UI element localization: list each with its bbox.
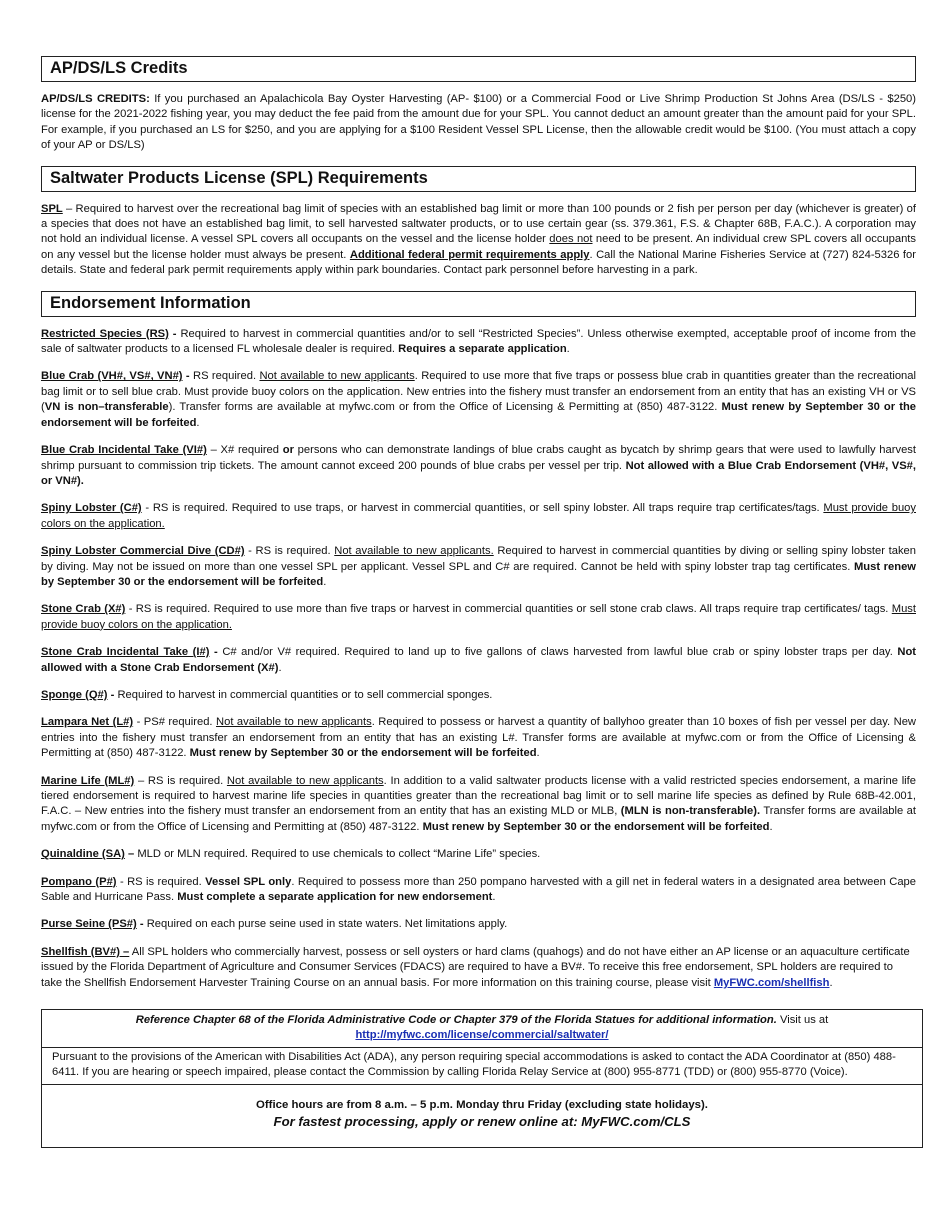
reference-italic: Reference Chapter 68 of the Florida Administrative Code or Chapter 379 of the Florida Statues for additional information. bbox=[135, 1014, 777, 1027]
endorsement-i bbox=[41, 645, 916, 676]
period: . bbox=[492, 891, 496, 904]
period: . bbox=[278, 661, 282, 674]
office-hours: Office hours are from 8 a.m. – 5 p.m. Monday thru Friday (excluding state holidays). bbox=[256, 1098, 708, 1111]
endorsement-l bbox=[41, 715, 916, 761]
endorsement-name: Restricted Species (RS) bbox=[41, 327, 169, 340]
endorsement-name: Shellfish (BV#) – bbox=[41, 945, 130, 958]
endorsement-text: – RS is required. bbox=[134, 774, 227, 787]
separator: – bbox=[124, 848, 138, 861]
endorsement-cd bbox=[41, 544, 916, 590]
endorsement-name: Sponge (Q#) bbox=[41, 688, 108, 701]
endorsement-text: . Required to possess more than 250 pompano harvested with a gill net in federal waters in a designated area between Cape Sable and Hurricane Pass. bbox=[41, 875, 917, 904]
endorsement-text: Required on each purse seine used in state waters. Net limitations apply. bbox=[146, 918, 508, 931]
endorsement-text: persons who can demonstrate landings of blue crabs caught as bycatch by shrimp gears that were used to lawfully harvest shrimp pursuant to commission trip tickets. The amount cannot exceed 200 pounds of blue crabs per vessel per trip. bbox=[41, 444, 916, 472]
visit-text: Visit us at bbox=[776, 1014, 829, 1027]
endorsement-name: Marine Life (ML#) bbox=[41, 774, 135, 787]
office-hours-block bbox=[42, 1085, 922, 1147]
buoy-colors-note: Must provide buoy colors on the application. bbox=[41, 603, 916, 631]
endorsement-name: Stone Crab (X#) bbox=[41, 603, 126, 616]
endorsement-text: . Required to use more that five traps or possess blue crab in quantities greater than the recreational bag limit or to sell blue crab. Must provide buoy colors on the application. New entries into the fishery must transfer an endorsement from an entity that has an existing VH or VS ( bbox=[41, 370, 916, 414]
separator: - bbox=[136, 918, 147, 931]
endorsement-name: Pompano (P#) bbox=[41, 875, 117, 888]
endorsement-text: - RS is required. bbox=[244, 545, 335, 558]
endorsement-bold: (MLN is non-transferable). bbox=[620, 805, 761, 818]
endorsement-x bbox=[41, 602, 916, 633]
endorsement-bv bbox=[41, 945, 916, 991]
section-header-spl: Saltwater Products License (SPL) Requirements bbox=[41, 166, 916, 192]
spl-text-1: – Required to harvest over the recreational bag limit of species with an established bag limit or more than 100 pounds or 2 fish per person per day (whichever is greater) of a species that does not have an established bag limit, to sell harvested saltwater products, or to use certain gear (ss. 379.361, F.S. & Chapter 68B, F.A.C.). A corporation may not hold an individual license. A vessel SPL covers all occupants on the vessel and the license holder bbox=[41, 202, 916, 246]
period: . bbox=[323, 575, 327, 588]
endorsement-bold: or bbox=[282, 444, 294, 457]
endorsement-text: . In addition to a valid saltwater products license with a valid restricted species endorsement, a marine life tiered endorsement is required to harvest marine life species in quantities greater than the recreational bag limit or to sell marine life species as defined by Rule 68B-42.001, F.A.C. – New entries into the fishery must transfer an endorsement from an entity that has an existing MLD or MLB, bbox=[41, 774, 916, 818]
endorsement-text: RS required. bbox=[193, 370, 260, 383]
not-available-note: Not available to new applicants bbox=[259, 370, 415, 383]
endorsement-text: - PS# required. bbox=[133, 716, 217, 729]
separator: - bbox=[107, 688, 118, 701]
separator: - bbox=[182, 370, 194, 383]
not-available-note: Not available to new applicants. bbox=[334, 545, 494, 558]
endorsement-name: Blue Crab (VH#, VS#, VN#) bbox=[41, 370, 183, 383]
not-available-note: Not available to new applicants bbox=[226, 774, 384, 787]
endorsement-name: Purse Seine (PS#) bbox=[41, 918, 137, 931]
spl-federal-permit: Additional federal permit requirements apply bbox=[349, 248, 590, 261]
separator: - bbox=[209, 646, 223, 659]
endorsement-q bbox=[41, 688, 916, 703]
endorsement-text: Transfer forms are available at myfwc.com or from the Office of Licensing and Permitting at (850) 487-3122. bbox=[41, 805, 916, 833]
endorsement-bold: Requires a separate application bbox=[398, 343, 567, 356]
endorsement-name: Blue Crab Incidental Take (VI#) bbox=[41, 444, 207, 457]
endorsement-bold: Must complete a separate application for new endorsement bbox=[177, 891, 493, 904]
period: . bbox=[196, 416, 200, 429]
endorsement-text: Required to harvest in commercial quantities and/or to sell “Restricted Species”. Unless otherwise exempted, acceptable proof of income from the sale of saltwater products to a licensed FL wholesale dealer is required. bbox=[41, 327, 916, 356]
endorsement-rs bbox=[41, 327, 916, 358]
endorsement-text: - RS is required. Required to use more than five traps or harvest in commercial quantities or sell stone crab claws. All traps require trap certificates/ tags. bbox=[125, 603, 892, 616]
section-header-endorsements: Endorsement Information bbox=[41, 291, 916, 317]
endorsement-vi bbox=[41, 443, 916, 489]
endorsement-bold: VN is non–transferable bbox=[44, 401, 169, 414]
reference-box bbox=[41, 1009, 923, 1148]
not-available-note: Not available to new applicants bbox=[216, 716, 372, 729]
period: . bbox=[829, 976, 833, 989]
endorsement-name: Stone Crab Incidental Take (I#) bbox=[41, 646, 210, 659]
endorsement-blue-crab bbox=[41, 369, 916, 431]
endorsement-c bbox=[41, 501, 916, 532]
endorsement-text: . Required to possess or harvest a quantity of ballyhoo greater than 10 boxes of fish per vessel per day. New entries into the fishery must transfer an endorsement from an entity that has an existing L#. Transfer forms are available at myfwc.com or from the Office of Licensing & Permitting at (850) 487-3122. bbox=[41, 716, 917, 760]
endorsement-text: MLD or MLN required. Required to use chemicals to collect “Marine Life” species. bbox=[137, 848, 541, 861]
shellfish-link[interactable]: MyFWC.com/shellfish bbox=[713, 976, 830, 989]
renew-notice: Must renew by September 30 or the endorsement will be forfeited bbox=[422, 820, 770, 833]
endorsement-bold: Not allowed with a Stone Crab Endorsement (X#) bbox=[41, 646, 916, 674]
endorsement-name: Spiny Lobster (C#) bbox=[41, 502, 142, 515]
endorsement-sa bbox=[41, 847, 916, 862]
spl-text-2: need to be present. An individual crew SPL covers all occupants on any vessel but the license holder must always be present. bbox=[41, 233, 917, 261]
renew-notice: Must renew by September 30 or the endorsement will be forfeited bbox=[41, 560, 917, 588]
spl-does-not: does not bbox=[549, 233, 593, 246]
ada-notice: Pursuant to the provisions of the American with Disabilities Act (ADA), any person requiring special accommodations is asked to contact the ADA Coordinator at (850) 488-6411. If you are hearing or speech impaired, please contact the Commission by calling Florida Relay Service at (800) 955-8771 (TDD) or (800) 955-8770 (Voice). bbox=[42, 1048, 922, 1085]
section-header-credits: AP/DS/LS Credits bbox=[41, 56, 916, 82]
endorsement-bold: Not allowed with a Blue Crab Endorsement (VH#, VS#, or VN#). bbox=[41, 459, 916, 487]
endorsement-p bbox=[41, 875, 916, 906]
endorsement-name: Quinaldine (SA) bbox=[41, 848, 125, 861]
credits-paragraph bbox=[41, 92, 916, 154]
endorsement-bold: Vessel SPL only bbox=[205, 875, 292, 888]
fastest-processing: For fastest processing, apply or renew online at: MyFWC.com/CLS bbox=[273, 1113, 691, 1129]
period: . bbox=[769, 820, 773, 833]
spl-paragraph bbox=[41, 202, 916, 279]
period: . bbox=[536, 747, 540, 760]
endorsement-text: Required to harvest in commercial quantities or to sell commercial sponges. bbox=[117, 688, 493, 701]
endorsement-text: All SPL holders who commercially harvest, possess or sell oysters or hard clams (quahogs) and do not have either an AP license or an aquaculture certificate issued by the Florida Department of Agriculture and Consumer Services (FDACS) are required to have a BV#. To receive this free endorsement, SPL holders are required to take the Shellfish Endorsement Harvester Training Course on an annual basis. For more information on this training course, please visit bbox=[41, 945, 910, 989]
endorsement-text: - RS is required. Required to use traps, or harvest in commercial quantities, or sell spiny lobster. All traps require trap certificates/tags. bbox=[141, 502, 824, 515]
renew-notice: Must renew by September 30 or the endorsement will be forfeited bbox=[41, 401, 917, 429]
spl-text-3: . Call the National Marine Fisheries Service at (727) 824-5326 for details. State and federal park permit requirements apply within park boundaries. Contact park personnel before harvesting in a park. bbox=[41, 248, 916, 277]
buoy-colors-note: Must provide buoy colors on the application. bbox=[41, 502, 916, 530]
renew-notice: Must renew by September 30 or the endorsement will be forfeited bbox=[189, 747, 537, 760]
endorsement-ml bbox=[41, 774, 916, 836]
endorsement-text: – X# required bbox=[206, 444, 283, 457]
document-page bbox=[41, 56, 916, 1148]
credits-label: AP/DS/LS CREDITS: bbox=[41, 93, 150, 105]
endorsement-text: - RS is required. bbox=[116, 875, 206, 888]
endorsement-text: Required to harvest in commercial quantities by diving or selling spiny lobster taken by diving. May not be issued on more than one vessel SPL per applicant. Vessel SPL and C# are required. Cannot be held with spiny lobster trap tag certificates. bbox=[41, 545, 916, 573]
endorsement-name: Lampara Net (L#) bbox=[41, 716, 134, 729]
endorsement-text: C# and/or V# required. Required to land up to five gallons of claws harvested from lawful blue crab or spiny lobster traps per day. bbox=[222, 646, 898, 659]
endorsement-name: Spiny Lobster Commercial Dive (CD#) bbox=[41, 545, 245, 558]
saltwater-url-link[interactable]: http://myfwc.com/license/commercial/saltwater/ bbox=[355, 1029, 609, 1042]
endorsement-ps bbox=[41, 917, 916, 932]
reference-note bbox=[42, 1010, 922, 1048]
separator: - bbox=[168, 327, 181, 340]
endorsement-text: ). Transfer forms are available at myfwc.com or from the Office of Licensing & Permitting at (850) 487-3122. bbox=[168, 401, 722, 414]
spl-label: SPL bbox=[41, 202, 63, 215]
period: . bbox=[566, 343, 570, 356]
credits-text: If you purchased an Apalachicola Bay Oyster Harvesting (AP- $100) or a Commercial Food or Live Shrimp Production St Johns Area (DS/LS - $250) license for the 2021-2022 fishing year, you may deduct the fee paid from the amount due for your SPL. You cannot deduct an amount greater than the amount paid for your SPL. For example, if you purchased an LS for $250, and you are applying for a $100 Resident Vessel SPL License, then the allowable credit would be $100. (You must attach a copy of your AP or DS/LS) bbox=[41, 93, 916, 152]
